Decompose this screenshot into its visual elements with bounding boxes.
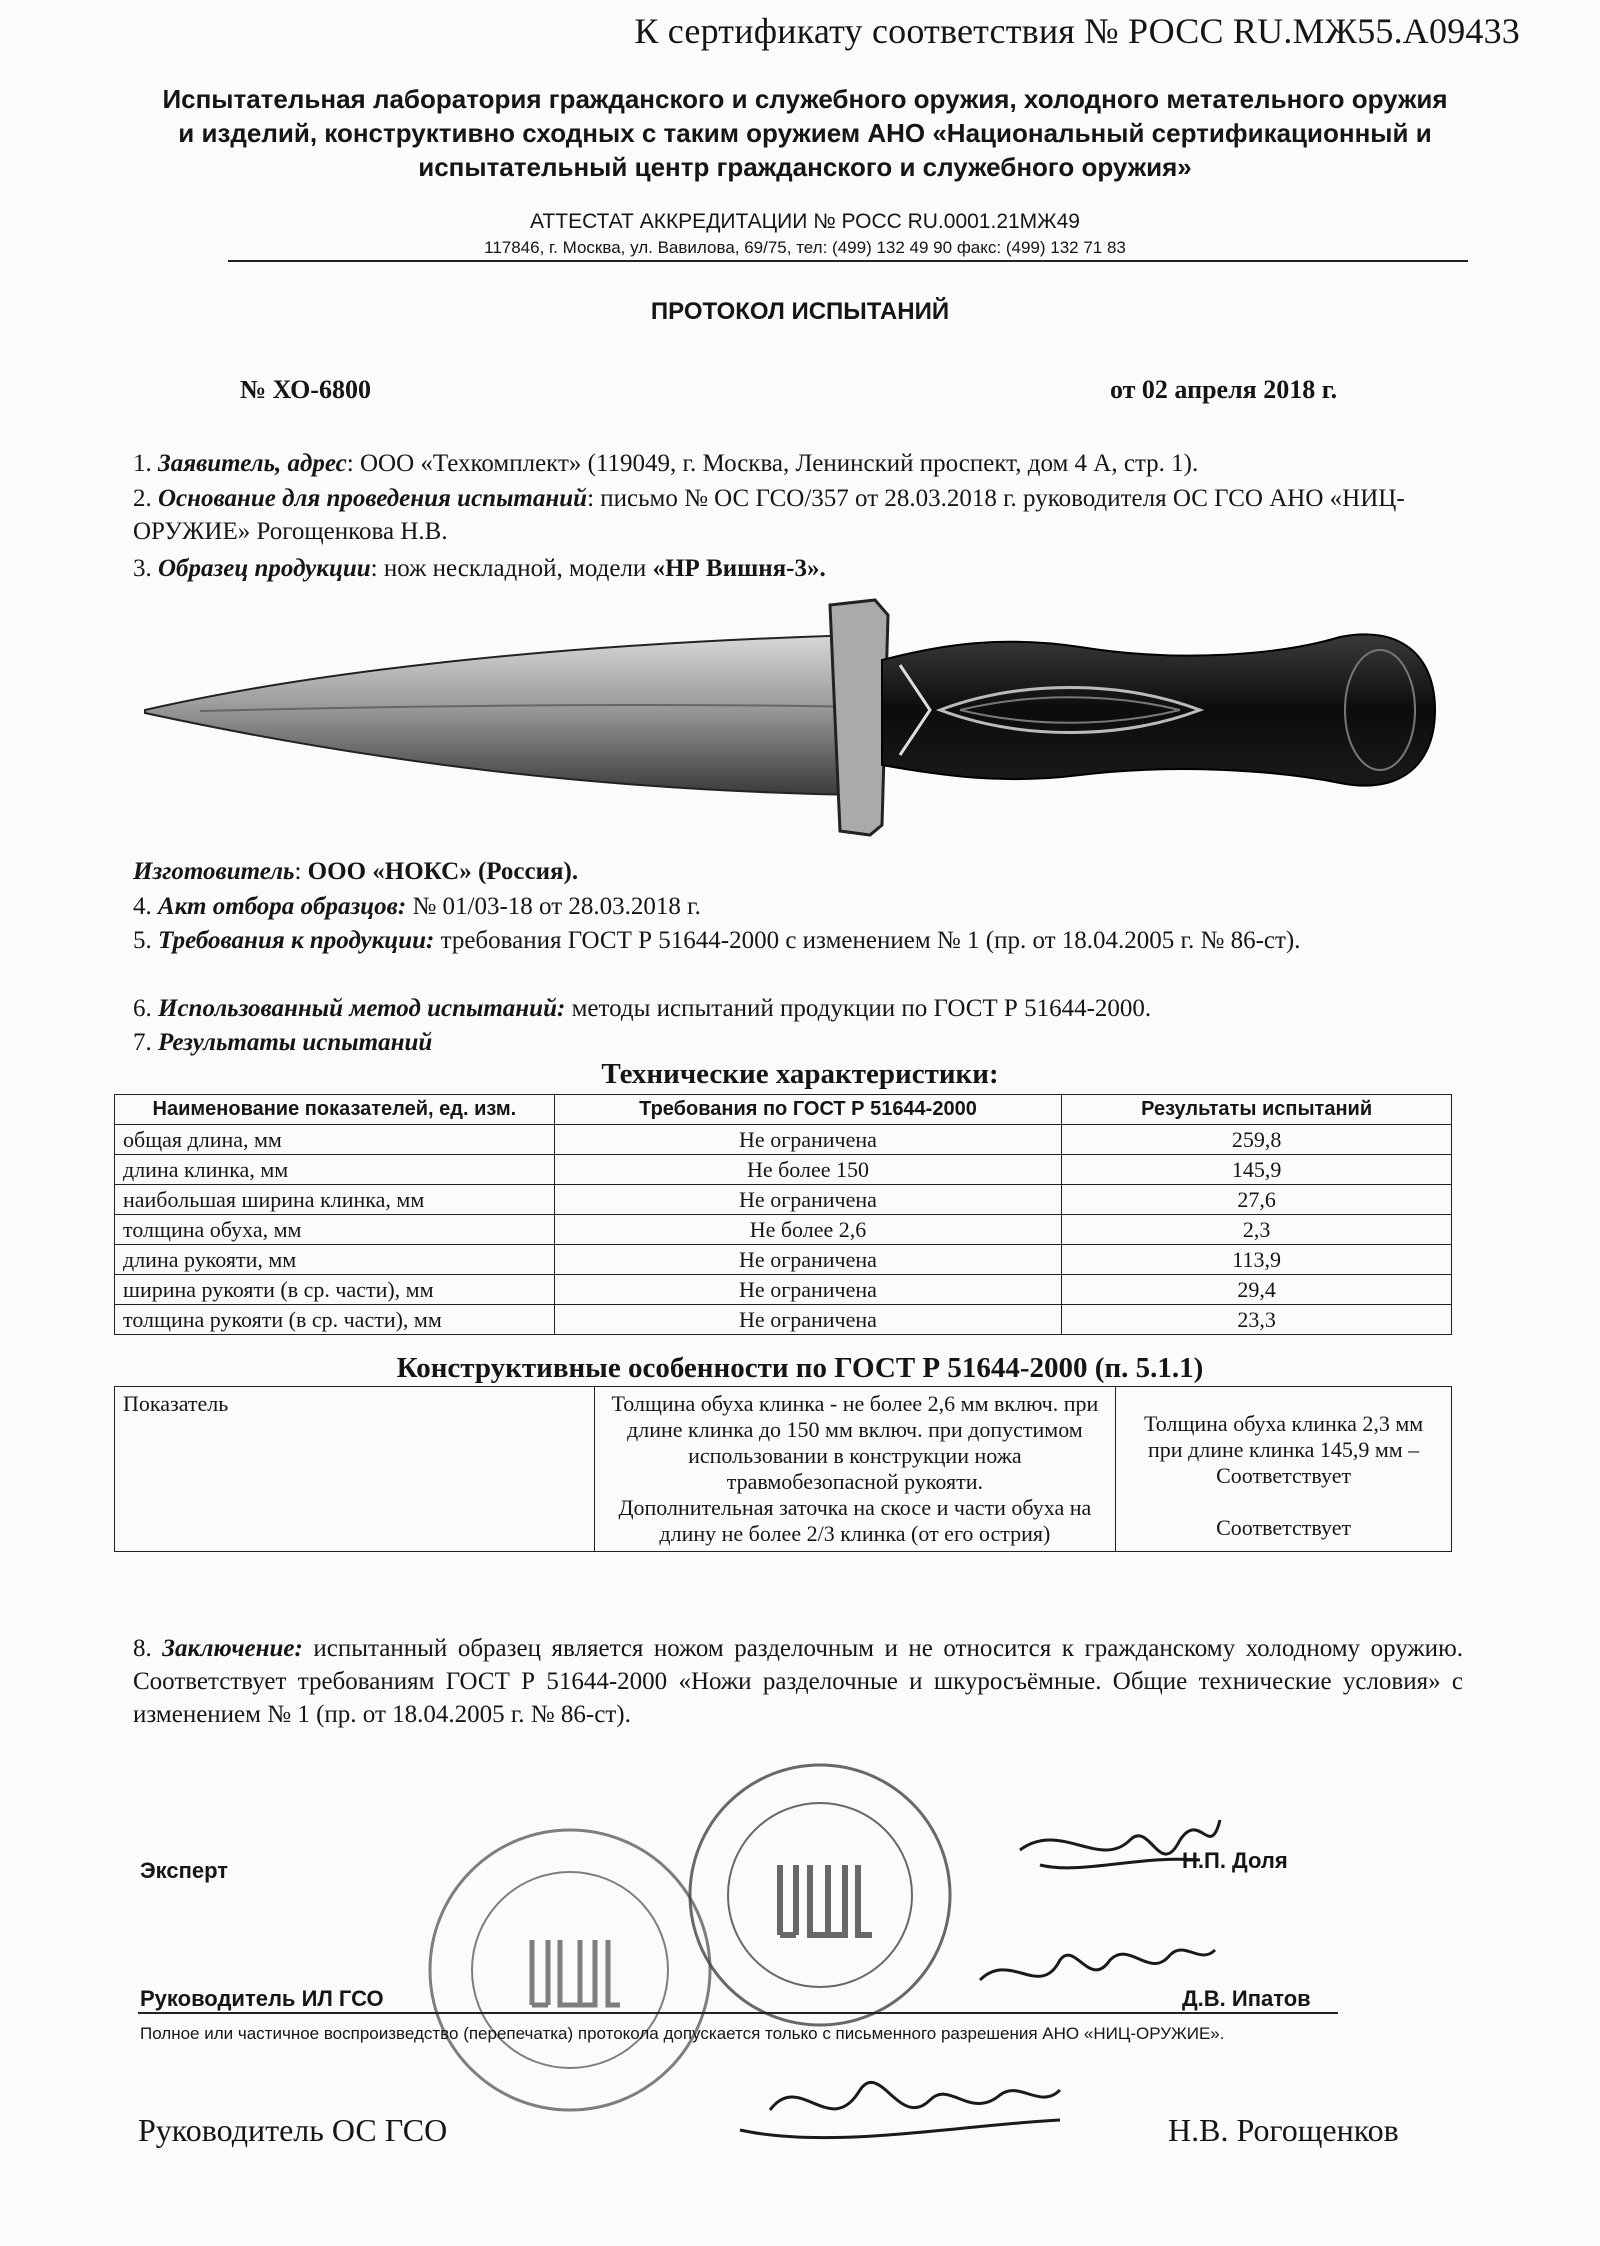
- indicator-cell: толщина рукояти (в ср. части), мм: [115, 1305, 555, 1335]
- requirement-text-sharpening: Дополнительная заточка на скосе и части обуха на длину не более 2/3 клинка (от его острия): [618, 1495, 1092, 1546]
- indicator-cell: наибольшая ширина клинка, мм: [115, 1185, 555, 1215]
- certificate-reference: К сертификату соответствия № РОСС RU.МЖ55.А09433: [634, 11, 1520, 51]
- requirement-cell: Не ограничена: [554, 1125, 1062, 1155]
- applicant-label: Заявитель, адрес: [158, 450, 347, 477]
- basis-label: Основание для проведения испытаний: [158, 485, 588, 512]
- knife-guard: [830, 600, 888, 835]
- conclusion-paragraph: 8. Заключение: испытанный образец является ножом разделочным и не относится к гражданскому холодному оружию. Соответствует требованиям ГОСТ Р 51644-2000 «Ножи разделочные и шкуросъёмные. Общие технические условия» с изменением № 1 (пр. от 18.04.2005 г. № 86-ст).: [133, 1635, 1463, 1728]
- table-row: [115, 1125, 1452, 1155]
- header-divider: [228, 260, 1468, 262]
- accreditation-line: АТТЕСТАТ АККРЕДИТАЦИИ № РОСС RU.0001.21МЖ49: [530, 210, 1080, 233]
- item-test-method: 6. Использованный метод испытаний: методы испытаний продукции по ГОСТ Р 51644-2000.: [133, 995, 1152, 1022]
- manufacturer-value: ООО «НОКС» (Россия).: [307, 858, 579, 885]
- test-method-value: методы испытаний продукции по ГОСТ Р 51644-2000.: [565, 995, 1152, 1022]
- tech-header-row: [115, 1095, 1452, 1125]
- left-seal-stamp: [430, 1830, 710, 2110]
- requirement-text-thickness: Толщина обуха клинка - не более 2,6 мм включ. при длине клинка до 150 мм включ. при допустимом использовании в конструкции ножа травмобезопасной рукояти.: [611, 1391, 1099, 1494]
- protocol-number: № ХО-6800: [240, 375, 371, 404]
- item-results: 7. Результаты испытаний: [133, 1029, 433, 1056]
- basis-value: : письмо № ОС ГСО/357 от 28.03.2018 г. руководителя ОС ГСО АНО «НИЦ-ОРУЖИЕ» Рогощенкова Н.В.: [133, 485, 1405, 545]
- knife-photo: [140, 585, 1440, 845]
- lab-head-label: Руководитель ИЛ ГСО: [140, 1986, 384, 2011]
- laboratory-name: Испытательная лаборатория гражданского и служебного оружия, холодного метательного оружия и изделий, конструктивно сходных с таким оружием АНО «Национальный сертификационный и испытательный центр гражданского и служебного оружия»: [162, 84, 1448, 182]
- tech-table-title: Технические характеристики:: [601, 1058, 999, 1090]
- tech-header-indicator: Наименование показателей, ед. изм.: [115, 1095, 555, 1125]
- requirement-cell: Не ограничена: [554, 1245, 1062, 1275]
- item-sample: 3. Образец продукции: нож нескладной, модели «НР Вишня-3».: [133, 555, 826, 582]
- protocol-date: от 02 апреля 2018 г.: [1110, 375, 1338, 404]
- construction-indicator-cell: Показатель: [115, 1387, 595, 1552]
- item-basis: 2. Основание для проведения испытаний: письмо № ОС ГСО/357 от 28.03.2018 г. руководителя ОС ГСО АНО «НИЦ-ОРУЖИЕ» Рогощенкова Н.В.: [133, 485, 1405, 545]
- tech-header-result: Результаты испытаний: [1062, 1095, 1452, 1125]
- requirements-value: требования ГОСТ Р 51644-2000 с изменением № 1 (пр. от 18.04.2005 г. № 86-ст).: [434, 927, 1301, 954]
- protocol-title: ПРОТОКОЛ ИСПЫТАНИЙ: [650, 298, 950, 325]
- indicator-cell: длина рукояти, мм: [115, 1245, 555, 1275]
- lab-head-name: Д.В. Ипатов: [1182, 1986, 1311, 2011]
- indicator-cell: длина клинка, мм: [115, 1155, 555, 1185]
- requirement-cell: Не более 150: [554, 1155, 1062, 1185]
- applicant-value: : ООО «Техкомплект» (119049, г. Москва, Ленинский проспект, дом 4 А, стр. 1).: [346, 450, 1199, 477]
- indicator-cell: толщина обуха, мм: [115, 1215, 555, 1245]
- address-line: 117846, г. Москва, ул. Вавилова, 69/75, тел: (499) 132 49 90 факс: (499) 132 71 83: [484, 238, 1126, 257]
- sample-label: Образец продукции: [158, 555, 371, 582]
- test-method-label: Использованный метод испытаний:: [158, 995, 566, 1022]
- signature-divider: [138, 2012, 1338, 2014]
- head-il-signature: [980, 1950, 1215, 1980]
- result-cell: 145,9: [1062, 1155, 1452, 1185]
- tech-header-requirement: Требования по ГОСТ Р 51644-2000: [554, 1095, 1062, 1125]
- sampling-act-label: Акт отбора образцов:: [158, 893, 407, 920]
- conclusion-label: Заключение:: [162, 1635, 303, 1662]
- indicator-cell: общая длина, мм: [115, 1125, 555, 1155]
- sample-value: : нож нескладной, модели: [370, 555, 653, 582]
- construction-table-title: Конструктивные особенности по ГОСТ Р 51644-2000 (п. 5.1.1): [396, 1352, 1204, 1384]
- item-sampling-act: 4. Акт отбора образцов: № 01/03-18 от 28.03.2018 г.: [133, 893, 701, 920]
- construction-result-cell: [1116, 1387, 1452, 1552]
- table-row: [115, 1155, 1452, 1185]
- result-cell: 23,3: [1062, 1305, 1452, 1335]
- handwritten-signatures: [680, 1780, 1240, 2180]
- sampling-act-value: № 01/03-18 от 28.03.2018 г.: [406, 893, 701, 920]
- requirement-cell: Не ограничена: [554, 1305, 1062, 1335]
- indicator-cell: ширина рукояти (в ср. части), мм: [115, 1275, 555, 1305]
- item-manufacturer: Изготовитель: ООО «НОКС» (Россия).: [133, 858, 579, 885]
- expert-label: Эксперт: [140, 1858, 229, 1883]
- results-label: Результаты испытаний: [158, 1029, 433, 1056]
- result-cell: 2,3: [1062, 1215, 1452, 1245]
- table-row: [115, 1245, 1452, 1275]
- table-row: [115, 1275, 1452, 1305]
- item-applicant: 1. Заявитель, адрес: ООО «Техкомплект» (119049, г. Москва, Ленинский проспект, дом 4 А, стр. 1).: [133, 450, 1199, 477]
- requirement-cell: Не более 2,6: [554, 1215, 1062, 1245]
- head-os-signature: [740, 2082, 1060, 2137]
- table-row: [115, 1215, 1452, 1245]
- table-row: [115, 1387, 1452, 1552]
- table-row: [115, 1185, 1452, 1215]
- table-row: [115, 1305, 1452, 1335]
- result-text-thickness: Толщина обуха клинка 2,3 мм при длине клинка 145,9 мм – Соответствует: [1143, 1411, 1424, 1488]
- requirement-cell: Не ограничена: [554, 1185, 1062, 1215]
- certification-head-name: Н.В. Рогощенков: [1168, 2112, 1399, 2148]
- result-text-sharpening: Соответствует: [1216, 1515, 1352, 1540]
- reproduction-note: Полное или частичное воспроизведство (перепечатка) протокола допускается только с письменного разрешения АНО «НИЦ-ОРУЖИЕ».: [140, 2024, 1225, 2043]
- knife-handle: [882, 634, 1435, 785]
- result-cell: 113,9: [1062, 1245, 1452, 1275]
- sample-model: «НР Вишня-3».: [652, 555, 826, 582]
- tech-table: [114, 1094, 1452, 1335]
- construction-table: [114, 1386, 1452, 1552]
- manufacturer-label: Изготовитель: [133, 858, 295, 885]
- item-requirements: 5. Требования к продукции: требования ГОСТ Р 51644-2000 с изменением № 1 (пр. от 18.04.2005 г. № 86-ст).: [133, 927, 1301, 954]
- result-cell: 29,4: [1062, 1275, 1452, 1305]
- construction-requirement-cell: [594, 1387, 1116, 1552]
- requirements-label: Требования к продукции:: [158, 927, 435, 954]
- conclusion-text: испытанный образец является ножом разделочным и не относится к гражданскому холодному оружию. Соответствует требованиям ГОСТ Р 51644-2000 «Ножи разделочные и шкуросъёмные. Общие технические условия» с изменением № 1 (пр. от 18.04.2005 г. № 86-ст).: [133, 1635, 1463, 1728]
- result-cell: 27,6: [1062, 1185, 1452, 1215]
- expert-name: Н.П. Доля: [1182, 1848, 1288, 1873]
- result-cell: 259,8: [1062, 1125, 1452, 1155]
- requirement-cell: Не ограничена: [554, 1275, 1062, 1305]
- certification-head-label: Руководитель ОС ГСО: [138, 2112, 448, 2148]
- knife-blade: [145, 635, 860, 795]
